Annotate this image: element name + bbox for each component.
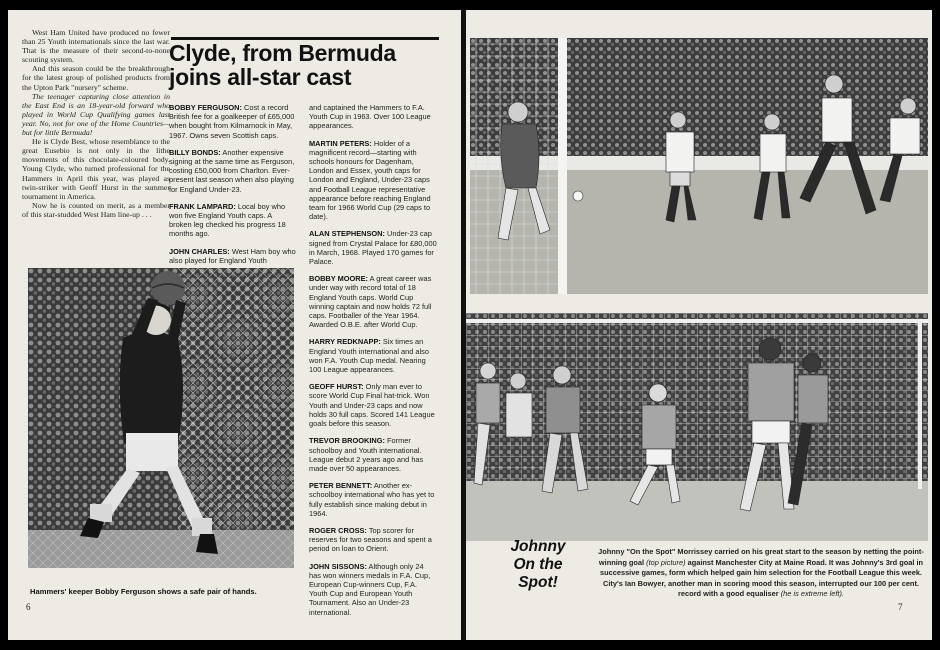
- goal-photo-top: [470, 38, 928, 294]
- player-bio: Top scorer for reserves for two seasons and spent a period on loan to Orient.: [309, 525, 432, 554]
- player-bio: Cost a record British fee for a goalkeeper of £65,000 when bought from Kilmarnock in May, 1967. Owns seven Scottish caps.: [169, 103, 295, 140]
- goalkeeper-photo: [28, 268, 294, 568]
- intro-paragraph: West Ham United have produced no fewer than 25 Youth internationals since the last war. That is the measure of their second-to-none scouting system.: [22, 28, 170, 65]
- player-name: GEOFF HURST:: [309, 382, 364, 392]
- player-bio: Six times an England Youth international and also won F.A. Youth Cup medal. Nearing 100 League appearances.: [309, 337, 429, 375]
- intro-paragraph: Now he is counted on merit, as a member of this star-studded West Ham line-up . . .: [22, 200, 170, 219]
- player-bio: Although only 24 has won winners medals in F.A. Cup, European Cup-winners Cup, F.A. Youth Cup and European Youth Tournament. Also an Under-23 international.: [309, 561, 431, 617]
- player-bio: Former schoolboy and Youth international. League debut 2 years ago and has made over 50 appearances.: [309, 436, 424, 473]
- headline: [498, 538, 578, 592]
- player-entry: [309, 436, 437, 473]
- player-name: ALAN STEPHENSON:: [309, 229, 385, 239]
- article-title-line: joins all-star cast: [169, 64, 352, 90]
- caption-note: (he is extreme left).: [780, 589, 844, 599]
- player-entry-continued: and captained the Hammers to F.A. Youth Cup in 1963. Over 100 League appearances.: [309, 103, 431, 131]
- intro-text: [22, 28, 170, 219]
- page-number: 6: [26, 602, 31, 612]
- caption-note: (top picture): [646, 557, 686, 567]
- player-name: ROGER CROSS:: [309, 525, 367, 535]
- page-number: 7: [898, 602, 903, 612]
- player-entry: [309, 382, 437, 428]
- player-bio: West Ham boy who also played for England Youth: [169, 246, 296, 265]
- player-name: JOHN CHARLES:: [169, 246, 230, 256]
- player-bio: Holder of a magnificent record—starting with schools honours for Dagenham, London and Essex, youth caps for London and England, Under-23 caps and Football League representative appearance before reaching England team for 1966 World Cup (29 caps to date).: [309, 138, 431, 222]
- article-title-line: Clyde, from Bermuda: [169, 40, 396, 66]
- player-entry: [309, 526, 437, 554]
- player-name: MARTIN PETERS:: [309, 138, 372, 148]
- player-bio: A great career was under way with record total of 18 England Youth caps. World Cup winning captain and now holds 72 full caps. Footballer of the Year 1964. Awarded O.B.E. after World Cup.: [309, 274, 432, 330]
- headline-line: Spot!: [518, 574, 558, 591]
- player-name: HARRY REDKNAPP:: [309, 337, 381, 347]
- player-entry: [169, 202, 296, 239]
- player-name: FRANK LAMPARD:: [169, 201, 236, 211]
- right-page: [466, 10, 932, 640]
- player-entry: [309, 229, 437, 266]
- player-entry: [309, 337, 437, 374]
- player-name: PETER BENNETT:: [309, 481, 373, 491]
- player-entry: [309, 139, 437, 222]
- player-entry: [309, 562, 437, 617]
- player-column-b: [309, 103, 437, 625]
- player-name: TREVOR BROOKING:: [309, 436, 385, 446]
- player-entry: [169, 247, 296, 265]
- player-bio: Only man ever to score World Cup Final hat-trick. Won Youth and Under-23 caps and now holds 30 full caps. Scored 141 League goals before this season.: [309, 382, 435, 429]
- player-name: JOHN SISSONS:: [309, 561, 367, 571]
- player-name: BOBBY MOORE:: [309, 274, 368, 284]
- player-entry: [309, 274, 437, 329]
- player-bio: Another ex-schoolboy international who has yet to fully establish since making debut in 1964.: [309, 481, 435, 518]
- player-column-a: [169, 103, 296, 273]
- player-name: BOBBY FERGUSON:: [169, 103, 242, 112]
- left-page: [8, 10, 461, 640]
- player-entry: [309, 481, 437, 518]
- photo-caption: [594, 547, 928, 600]
- caption-text: Johnny "On the Spot" Morrissey carried on his great start to the season by netting the point-winning goal: [598, 547, 924, 567]
- player-entry: [169, 103, 296, 140]
- intro-paragraph: He is Clyde Best, whose resemblance to the great Eusebio is not only in the lithe movements of this chocolate-coloured body. Young Clyde, who turned professional for the Hammers in April this year, was played as twin-striker with Geoff Hurst in the summer tournament in America.: [22, 137, 170, 201]
- article-title: [169, 41, 449, 89]
- caption-text: against Manchester City at Maine Road. It was Johnny's 3rd goal in successive games, form which helped gain him selection for the Football League this week. City's Ian Bowyer, another man in scoring mood this season, interrupted our 100 per cent. record with a good equaliser: [600, 557, 924, 599]
- headline-line: On the: [513, 556, 563, 573]
- player-bio: Another expensive signing at the same time as Ferguson, costing £50,000 from Charlton. Ever-present last season when also playing for England Under-23.: [169, 147, 295, 194]
- goal-photo-bottom: [466, 313, 928, 541]
- headline-line: Johnny: [510, 538, 566, 555]
- intro-paragraph: The teenager capturing close attention in the East End is an 18-year-old forward who played in World Cup Qualifying games last year. No, not for one of the Home Countries—but for little Bermuda!: [22, 91, 170, 138]
- player-name: BILLY BONDS:: [169, 147, 221, 157]
- intro-paragraph: And this season could be the breakthrough for the latest group of polished products from the Upton Park "nursery" scheme.: [22, 64, 170, 92]
- player-bio: Local boy who won five England Youth caps. A broken leg checked his progress 18 months ago.: [169, 201, 286, 239]
- photo-caption: Hammers' keeper Bobby Ferguson shows a safe pair of hands.: [30, 587, 257, 596]
- player-bio: Under-23 cap signed from Crystal Palace for £80,000 in March, 1968. Played 170 games for Palace.: [309, 229, 437, 267]
- player-entry: [169, 148, 296, 194]
